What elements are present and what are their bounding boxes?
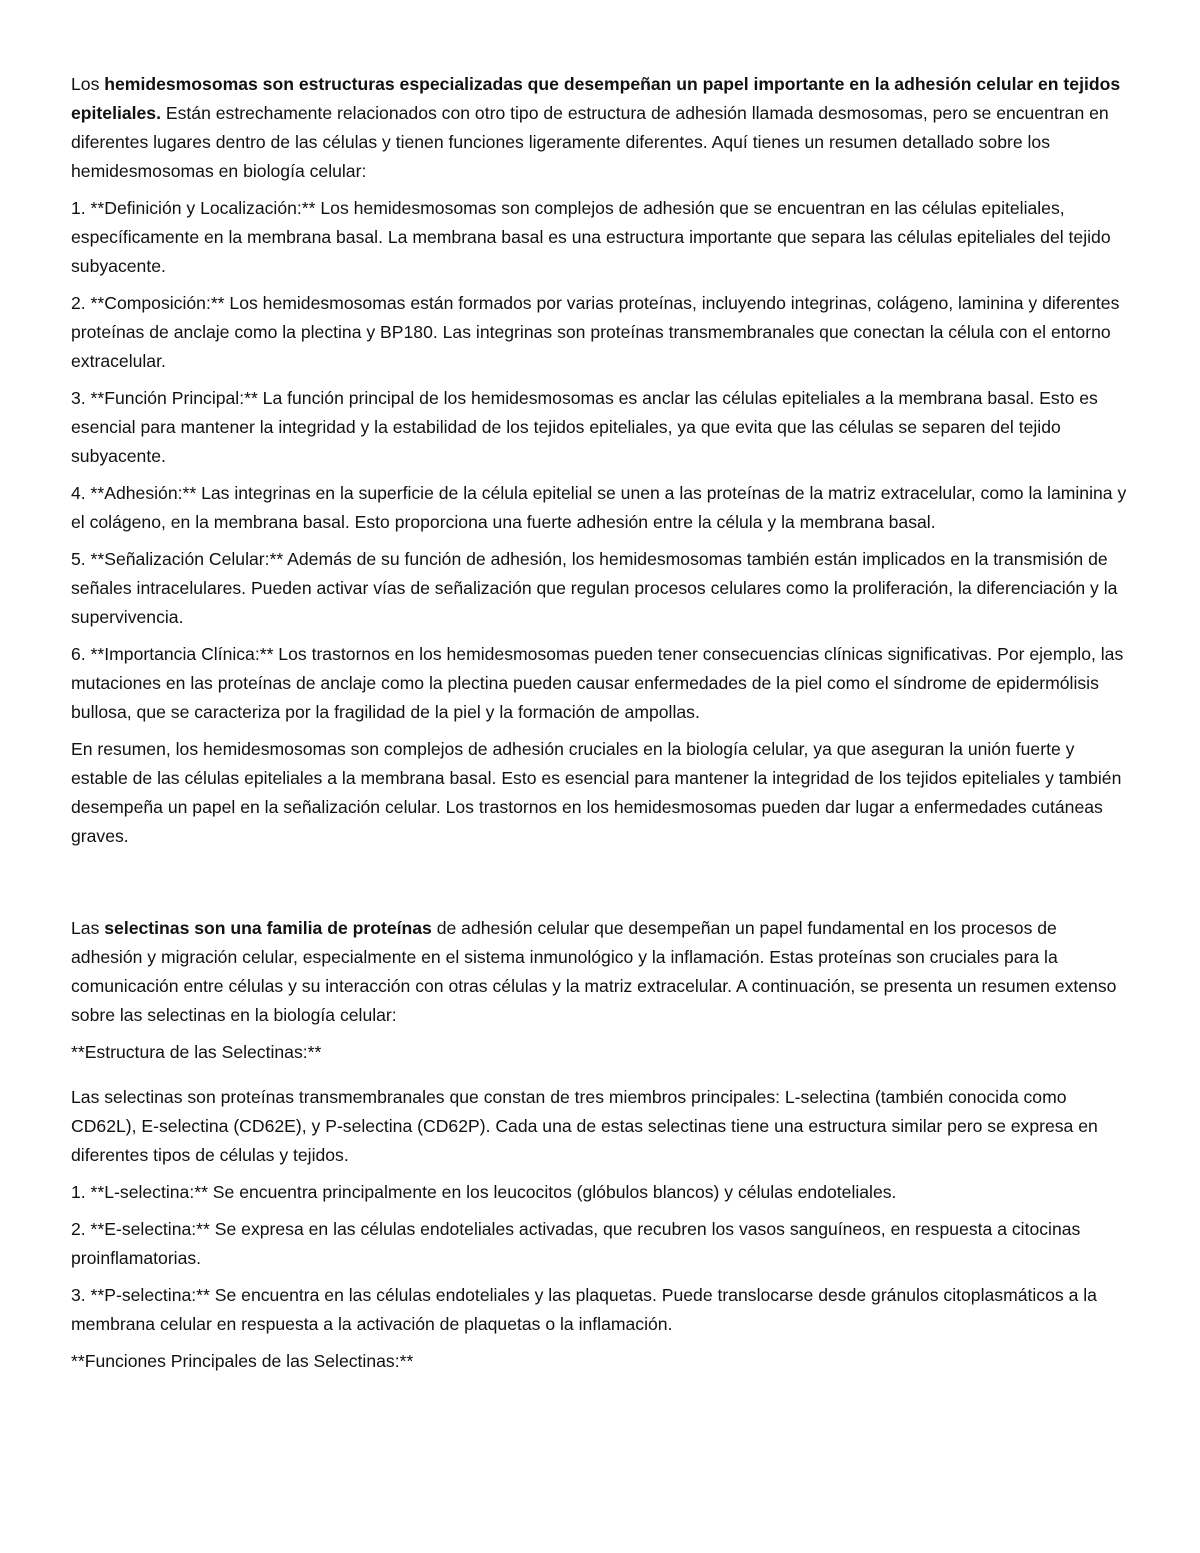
intro2-rest: de adhesión celular que desempeñan un papel fundamental en los procesos de adhesión y migración celular, especialmente en el sistema inmunológico y la inflamación. Estas proteínas son cruciales para la comunicación entre células y su interacción con otras células y la matriz extracelular. A continuación, se presenta un resumen extenso sobre las selectinas en la biología celular: bbox=[71, 918, 1117, 1025]
list-item: 1. **Definición y Localización:** Los hemidesmosomas son complejos de adhesión que se encuentran en las células epiteliales, específicamente en la membrana basal. La membrana basal es una estructura importante que separa las células epiteliales del tejido subyacente. bbox=[71, 198, 1111, 276]
list-item: 1. **L-selectina:** Se encuentra principalmente en los leucocitos (glóbulos blancos) y células endoteliales. bbox=[71, 1182, 897, 1202]
list-item: 3. **P-selectina:** Se encuentra en las células endoteliales y las plaquetas. Puede translocarse desde gránulos citoplasmáticos a la membrana celular en respuesta a la activación de plaquetas o la inflamación. bbox=[71, 1285, 1097, 1334]
section-heading-estructura: **Estructura de las Selectinas:** bbox=[71, 1042, 322, 1062]
intro-paragraph-hemidesmosomas bbox=[71, 70, 1133, 186]
summary-paragraph: En resumen, los hemidesmosomas son complejos de adhesión cruciales en la biología celular, ya que aseguran la unión fuerte y estable de las células epiteliales a la membrana basal. Esto es esencial para mantener la integridad de los tejidos epiteliales y también desempeña un papel en la señalización celular. Los trastornos en los hemidesmosomas pueden dar lugar a enfermedades cutáneas graves. bbox=[71, 739, 1122, 846]
section-heading-funciones: **Funciones Principales de las Selectinas:** bbox=[71, 1351, 414, 1371]
intro-lead: Los bbox=[71, 74, 105, 94]
list-item: 6. **Importancia Clínica:** Los trastornos en los hemidesmosomas pueden tener consecuencias clínicas significativas. Por ejemplo, las mutaciones en las proteínas de anclaje como la plectina pueden causar enfermedades de la piel como el síndrome de epidermólisis bullosa, que se caracteriza por la fragilidad de la piel y la formación de ampollas. bbox=[71, 644, 1124, 722]
intro-paragraph-selectinas bbox=[71, 914, 1133, 1030]
intro-rest: Están estrechamente relacionados con otro tipo de estructura de adhesión llamada desmosomas, pero se encuentran en diferentes lugares dentro de las células y tienen funciones ligeramente diferentes. Aquí tienes un resumen detallado sobre los hemidesmosomas en biología celular: bbox=[71, 103, 1109, 181]
intro-bold-phrase: hemidesmosomas son estructuras especializadas que desempeñan un papel importante en la adhesión celular en tejidos epiteliales. bbox=[71, 74, 1121, 123]
list-item: 3. **Función Principal:** La función principal de los hemidesmosomas es anclar las células epiteliales a la membrana basal. Esto es esencial para mantener la integridad y la estabilidad de los tejidos epiteliales, ya que evita que las células se separen del tejido subyacente. bbox=[71, 388, 1098, 466]
estructura-paragraph: Las selectinas son proteínas transmembranales que constan de tres miembros principales: L-selectina (también conocida como CD62L), E-selectina (CD62E), y P-selectina (CD62P). Cada una de estas selectinas tiene una estructura similar pero se expresa en diferentes tipos de células y tejidos. bbox=[71, 1087, 1098, 1165]
intro2-bold-phrase: selectinas son una familia de proteínas bbox=[104, 918, 432, 938]
list-item: 2. **Composición:** Los hemidesmosomas están formados por varias proteínas, incluyendo integrinas, colágeno, laminina y diferentes proteínas de anclaje como la plectina y BP180. Las integrinas son proteínas transmembranales que conectan la célula con el entorno extracelular. bbox=[71, 293, 1120, 371]
list-item: 4. **Adhesión:** Las integrinas en la superficie de la célula epitelial se unen a las proteínas de la matriz extracelular, como la laminina y el colágeno, en la membrana basal. Esto proporciona una fuerte adhesión entre la célula y la membrana basal. bbox=[71, 483, 1127, 532]
list-item: 2. **E-selectina:** Se expresa en las células endoteliales activadas, que recubren los vasos sanguíneos, en respuesta a citocinas proinflamatorias. bbox=[71, 1219, 1081, 1268]
document-page bbox=[71, 70, 1133, 1376]
intro2-lead: Las bbox=[71, 918, 105, 938]
list-item: 5. **Señalización Celular:** Además de su función de adhesión, los hemidesmosomas también están implicados en la transmisión de señales intracelulares. Pueden activar vías de señalización que regulan procesos celulares como la proliferación, la diferenciación y la supervivencia. bbox=[71, 549, 1118, 627]
